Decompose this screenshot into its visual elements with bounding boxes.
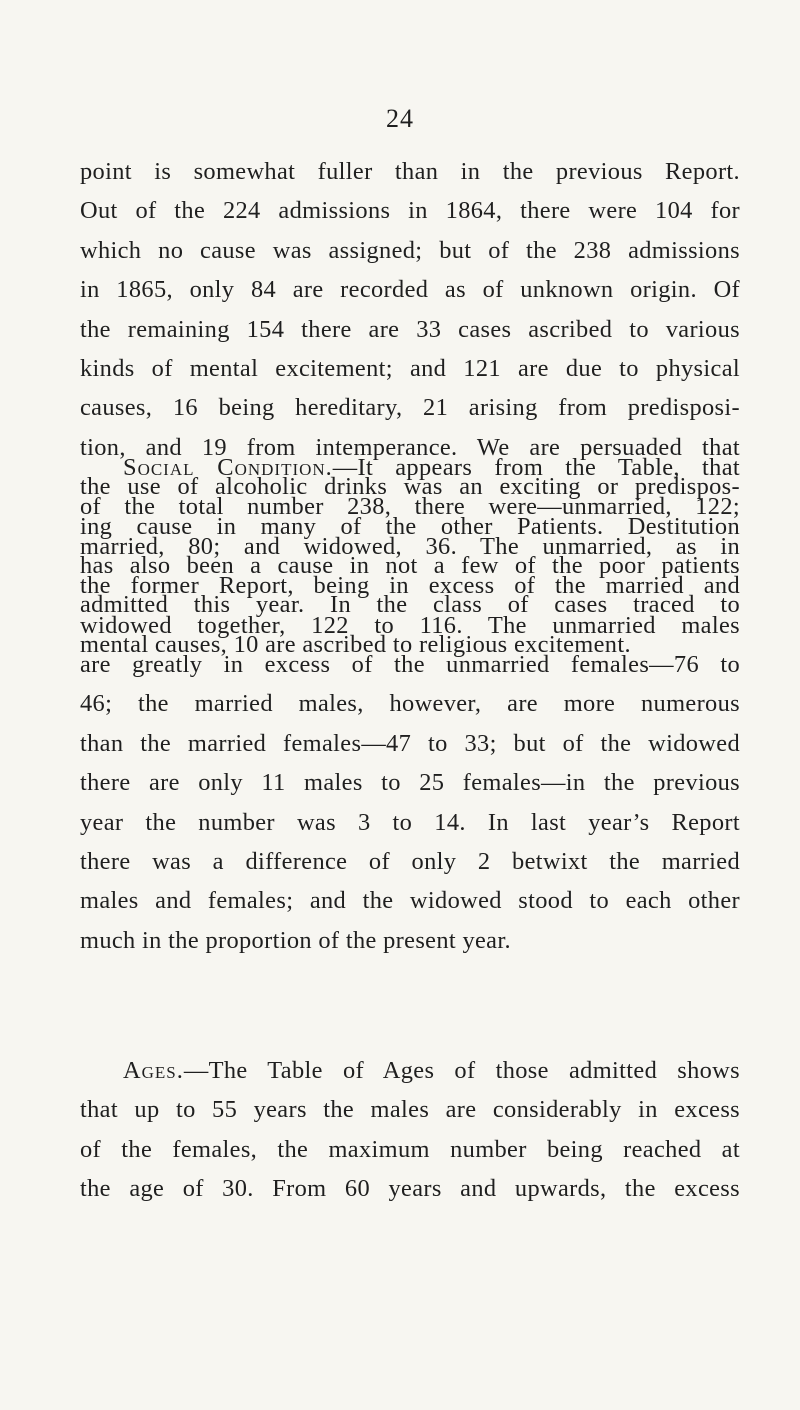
text-line: the use of alcoholic drinks was an exciting or predispos- — [80, 473, 740, 501]
text-line: of the total number 238, there were—unmarried, 122; — [80, 493, 740, 521]
text-line: widowed together, 122 to 116. The unmarried males — [80, 611, 740, 639]
text-line: there are only 11 males to 25 females—in the previous — [80, 769, 740, 797]
text-line: which no cause was assigned; but of the 238 admissions — [80, 236, 740, 264]
text-line: the former Report, being in excess of the married and — [80, 572, 740, 600]
text-line: much in the proportion of the present year. — [80, 926, 511, 954]
paragraph-ages — [80, 1051, 740, 1209]
text-line: in 1865, only 84 are recorded as of unknown origin. Of — [80, 276, 740, 304]
paragraph-first-line — [80, 448, 740, 487]
text-line: point is somewhat fuller than in the previous Report. — [80, 158, 740, 185]
text-line: causes, 16 being hereditary, 21 arising from predisposi- — [80, 394, 740, 422]
text-line: males and females; and the widowed stood to each other — [80, 887, 740, 915]
text-line: there was a difference of only 2 betwixt the married — [80, 847, 740, 875]
text-line: year the number was 3 to 14. In last year’s Report — [80, 808, 740, 836]
text-line: that up to 55 years the males are considerably in excess — [80, 1096, 740, 1124]
text-line: tion, and 19 from intemperance. We are persuaded that — [80, 433, 740, 461]
page-number: 24 — [386, 104, 414, 133]
section-heading-social-condition: Social Condition. — [123, 454, 333, 481]
text-line: than the married females—47 to 33; but of the widowed — [80, 729, 740, 757]
text-line: mental causes, 10 are ascribed to religious excitement. — [80, 630, 631, 658]
text-line: ing cause in many of the other Patients. Destitution — [80, 512, 740, 540]
text-run: —It appears from the Table, that — [332, 454, 740, 481]
text-line: admitted this year. In the class of cases traced to — [80, 591, 740, 619]
paragraph-social-condition — [80, 448, 740, 960]
text-line: 46; the married males, however, are more numerous — [80, 690, 740, 718]
text-line: has also been a cause in not a few of the poor patients — [80, 551, 740, 579]
text-line: the remaining 154 there are 33 cases ascribed to various — [80, 315, 740, 343]
section-heading-ages: Ages. — [123, 1057, 184, 1084]
text-line: the age of 30. From 60 years and upwards, the excess — [80, 1175, 740, 1203]
text-line: are greatly in excess of the unmarried females—76 to — [80, 650, 740, 678]
text-line: Out of the 224 admissions in 1864, there were 104 for — [80, 197, 740, 225]
paragraph-first-line — [80, 1051, 740, 1090]
text-line: married, 80; and widowed, 36. The unmarried, as in — [80, 532, 740, 560]
text-run: —The Table of Ages of those admitted shows — [183, 1057, 740, 1084]
text-line: kinds of mental excitement; and 121 are due to physical — [80, 354, 740, 382]
text-line: of the females, the maximum number being reached at — [80, 1135, 740, 1163]
